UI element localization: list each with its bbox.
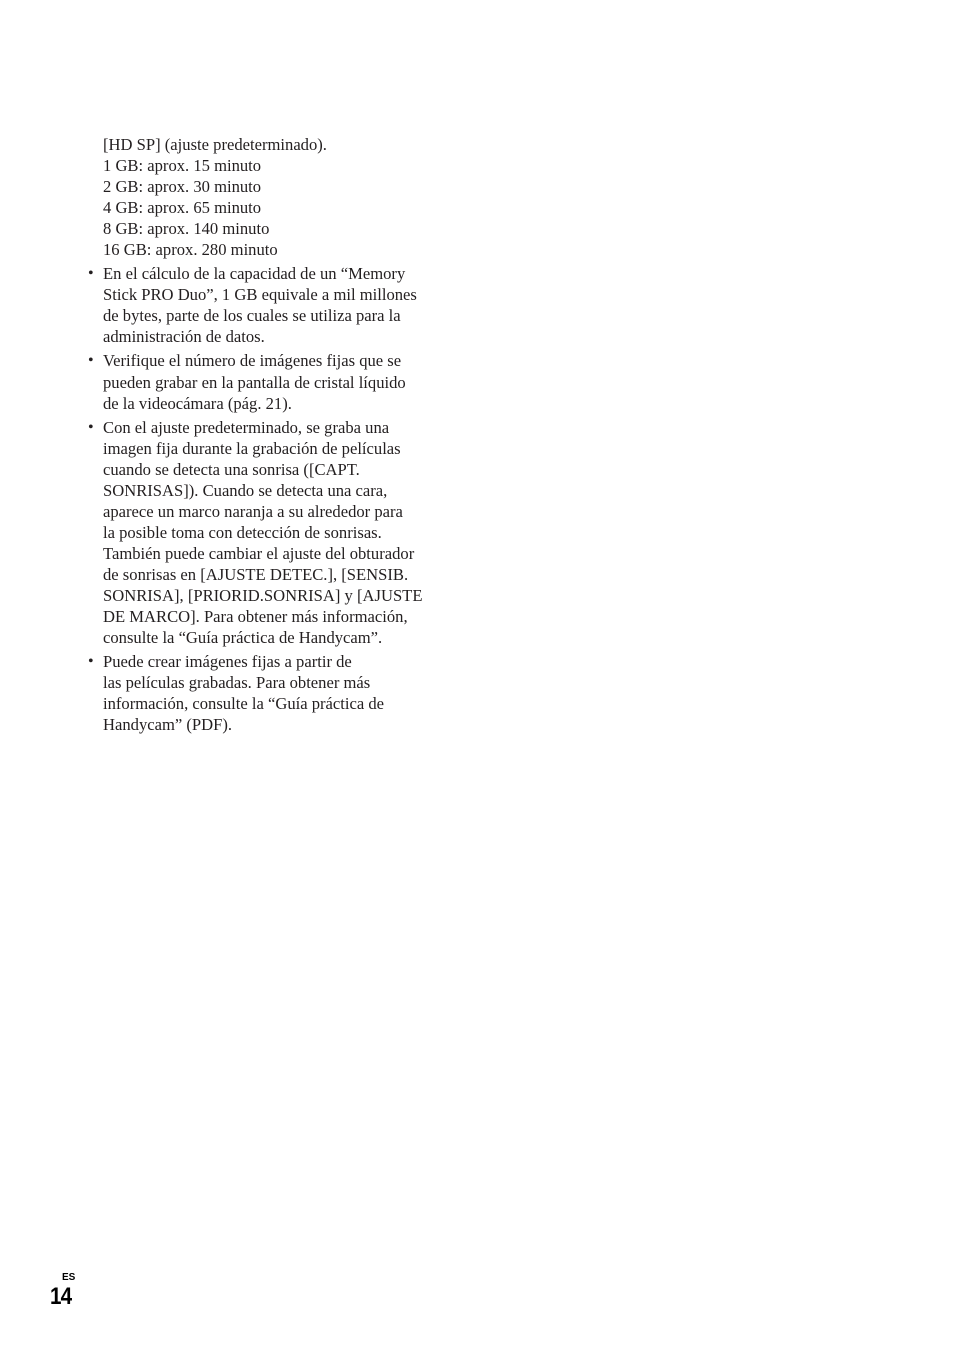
note-line: SONRISA], [PRIORID.SONRISA] y [AJUSTE — [103, 585, 423, 605]
note-line: Stick PRO Duo”, 1 GB equivale a mil millones — [103, 285, 417, 305]
note-line: la posible toma con detección de sonrisas. — [103, 522, 382, 542]
bullet-icon: • — [88, 418, 94, 436]
bullet-icon: • — [88, 265, 94, 283]
note-line: SONRISAS]). Cuando se detecta una cara, — [103, 480, 388, 500]
note-still-images-count — [87, 350, 467, 413]
note-line: aparece un marco naranja a su alrededor para — [103, 501, 403, 521]
capacity-line-4gb: 4 GB: aprox. 65 minuto — [103, 198, 262, 218]
capacity-line-2gb: 2 GB: aprox. 30 minuto — [103, 177, 262, 197]
note-text — [103, 651, 467, 735]
note-line: información, consulte la “Guía práctica de — [103, 694, 385, 714]
bullet-icon: • — [88, 653, 94, 671]
note-line: consulte la “Guía práctica de Handycam”. — [103, 628, 383, 648]
page-number: 14 — [50, 1283, 72, 1310]
language-code: ES — [62, 1272, 76, 1283]
note-line: En el cálculo de la capacidad de un “Memory — [103, 264, 406, 284]
note-text — [103, 417, 467, 649]
page-footer — [50, 1272, 75, 1310]
note-create-stills-from-movies — [87, 651, 467, 735]
note-line: DE MARCO]. Para obtener más información, — [103, 607, 408, 627]
note-line: las películas grabadas. Para obtener más — [103, 673, 371, 693]
note-smile-shutter — [87, 417, 467, 649]
capacity-mode-line: [HD SP] (ajuste predeterminado). — [103, 135, 327, 154]
note-line: administración de datos. — [103, 327, 265, 347]
document-body — [87, 134, 467, 738]
capacity-line-1gb: 1 GB: aprox. 15 minuto — [103, 156, 262, 176]
note-line: Handycam” (PDF). — [103, 715, 233, 735]
note-line: cuando se detecta una sonrisa ([CAPT. — [103, 459, 360, 479]
note-line: de la videocámara (pág. 21). — [103, 393, 292, 413]
note-text — [103, 350, 467, 413]
note-line: de sonrisas en [AJUSTE DETEC.], [SENSIB. — [103, 564, 409, 584]
notes-list — [87, 263, 467, 735]
note-line: Verifique el número de imágenes fijas que se — [103, 351, 402, 371]
note-text — [103, 263, 467, 347]
note-line: Puede crear imágenes fijas a partir de — [103, 652, 352, 672]
bullet-icon: • — [88, 352, 94, 370]
recording-capacity-list — [87, 134, 467, 260]
note-line: Con el ajuste predeterminado, se graba una — [103, 417, 390, 437]
note-line: pueden grabar en la pantalla de cristal líquido — [103, 372, 406, 392]
capacity-line-8gb: 8 GB: aprox. 140 minuto — [103, 219, 270, 239]
note-line: de bytes, parte de los cuales se utiliza para la — [103, 306, 401, 326]
capacity-line-16gb: 16 GB: aprox. 280 minuto — [103, 240, 278, 260]
note-memory-stick-capacity — [87, 263, 467, 347]
note-line: imagen fija durante la grabación de películas — [103, 438, 401, 458]
note-line: También puede cambiar el ajuste del obturador — [103, 543, 415, 563]
